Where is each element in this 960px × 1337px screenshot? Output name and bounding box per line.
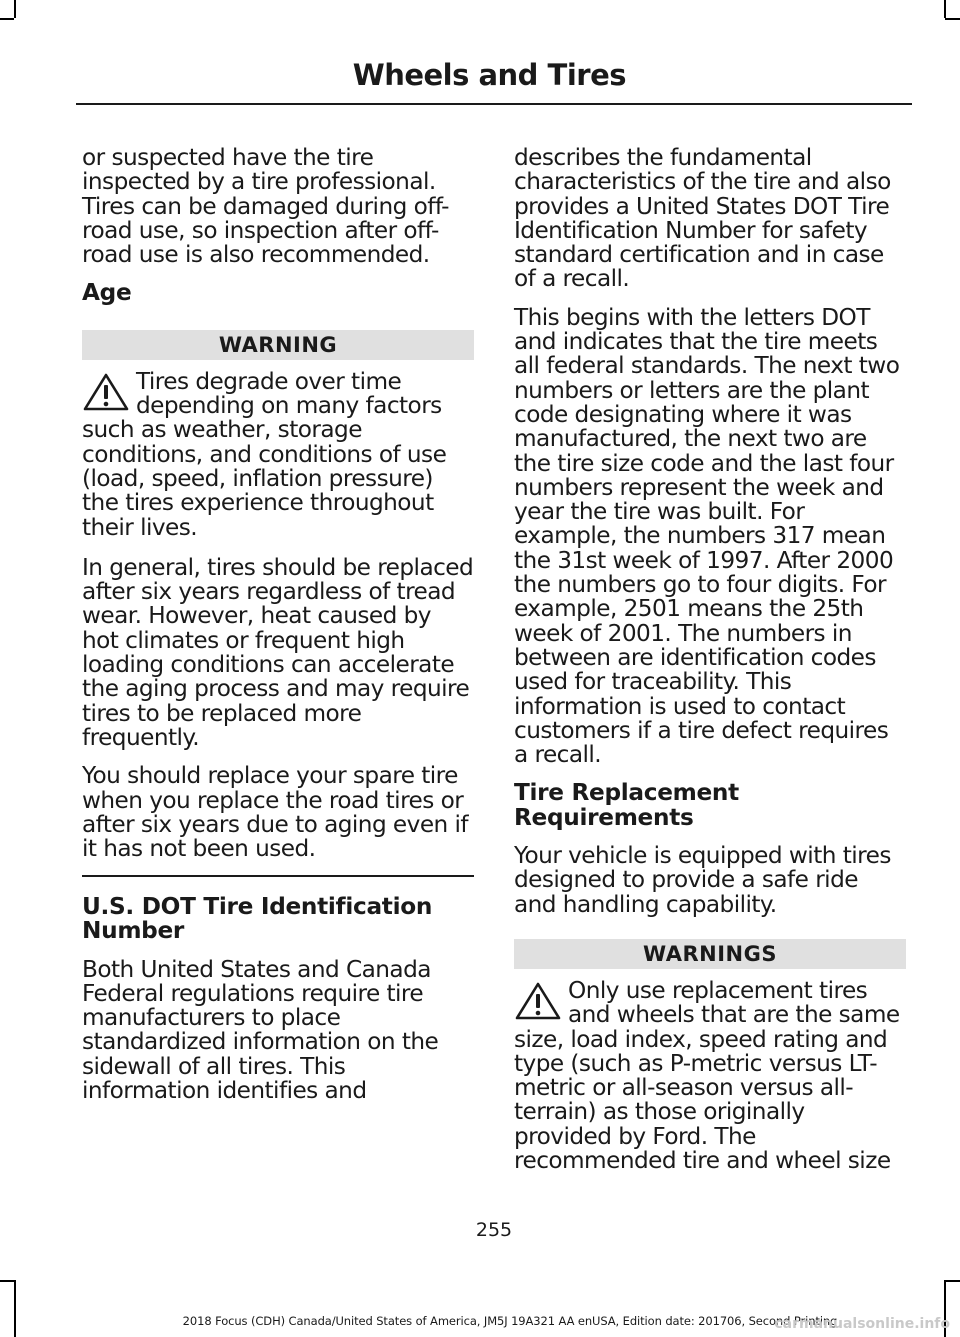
crop-mark-bottom-left [14, 1280, 16, 1337]
section-heading-dot: U.S. DOT Tire Identification Number [82, 892, 433, 945]
right-column [514, 146, 906, 1189]
crop-mark-top-right-h [945, 18, 960, 20]
crop-mark-bottom-right-h [945, 1280, 960, 1282]
warning-box [514, 976, 906, 1174]
crop-mark-top-left [14, 0, 16, 18]
left-column [82, 146, 474, 1117]
warning-box [82, 367, 474, 541]
warning-text: Only use replacement tires and wheels that are the same size, load index, speed rating and type (such as P-metric versus LT-metric or all-season versus all-terrain) as those originally provided by Ford. The recommended tire and wheel size [514, 976, 900, 1174]
paragraph: describes the fundamental characteristics of the tire and also provides a United States DOT Tire Identification Number for safety standard certification and in case of a recall. [514, 144, 891, 293]
header-rule [76, 103, 912, 105]
section-heading-age: Age [82, 279, 132, 307]
paragraph: In general, tires should be replaced after six years regardless of tread wear. However, heat caused by hot climates or frequent high loading conditions can accelerate the aging process and may require tires to be replaced more frequently. [82, 553, 474, 751]
section-divider [82, 875, 474, 877]
crop-mark-bottom-left-h [0, 1280, 14, 1282]
paragraph: Both United States and Canada Federal regulations require tire manufacturers to place standardized information on the sidewall of all tires. This information identifies and [82, 955, 439, 1104]
warnings-label: WARNINGS [514, 939, 906, 969]
page-header-title: Wheels and Tires [352, 58, 626, 92]
watermark: carmanualsonline.info [774, 1316, 950, 1332]
warning-triangle-icon [82, 372, 132, 416]
paragraph: You should replace your spare tire when you replace the road tires or after six years due to aging even if it has not been used. [82, 762, 469, 863]
warning-text: Tires degrade over time depending on many factors such as weather, storage conditions, and conditions of use (load, speed, inflation pressure) the tires experience throughout their lives. [82, 367, 447, 541]
footer-edition-info: 2018 Focus (CDH) Canada/United States of America, JM5J 19A321 AA enUSA, Edition date: 201706, Second Printing [182, 1314, 838, 1328]
paragraph: Your vehicle is equipped with tires designed to provide a safe ride and handling capability. [514, 842, 891, 918]
crop-mark-top-left-h [0, 18, 14, 20]
section-heading-replacement: Tire Replacement Requirements [514, 779, 739, 831]
crop-mark-top-right [944, 0, 946, 18]
paragraph: or suspected have the tire inspected by a tire professional. Tires can be damaged during off-road use, so inspection after off-road use is also recommended. [82, 144, 449, 269]
warning-label: WARNING [82, 330, 474, 360]
page-number: 255 [475, 1219, 513, 1241]
paragraph: This begins with the letters DOT and indicates that the tire meets all federal standards. The next two numbers or letters are the plant code designating where it was manufactured, the next two are the tire size code and the last four numbers represent the week and year the tire was built. For example, the numbers 317 mean the 31st week of 1997. After 2000 the numbers go to four digits. For example, 2501 means the 25th week of 2001. The numbers in between are identification codes used for traceability. This information is used to contact customers if a tire defect requires a recall. [514, 303, 900, 769]
warning-triangle-icon [514, 981, 564, 1025]
